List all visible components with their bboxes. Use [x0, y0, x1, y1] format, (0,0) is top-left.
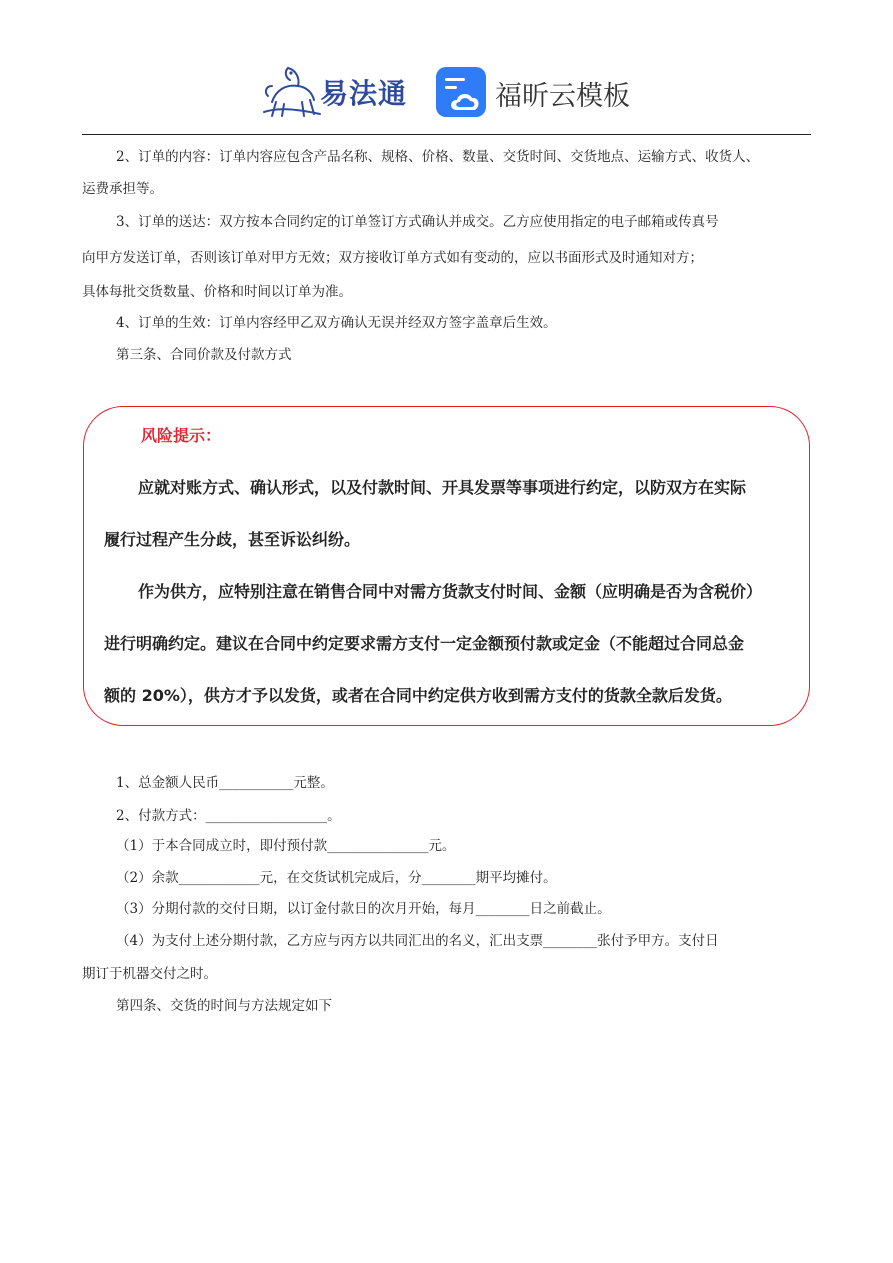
qilin-icon	[262, 62, 322, 120]
foxit-template-logo	[435, 66, 635, 118]
payment-item-1: （1）于本合同成立时，即付预付款_______________元。	[116, 838, 456, 854]
yifatong-logo	[262, 62, 412, 120]
clause-order-content-cont: 运费承担等。	[82, 181, 163, 197]
yifatong-logo-text: 易法通	[320, 77, 408, 110]
risk-notice-line: 履行过程产生分歧，甚至诉讼纠纷。	[104, 530, 361, 549]
clause-order-content: 2、订单的内容：订单内容应包含产品名称、规格、价格、数量、交货时间、交货地点、运输方式、收货人、	[116, 149, 760, 165]
risk-notice-line: 额的 20%），供方才予以发货，或者在合同中约定供方收到需方支付的货款全款后发货。	[104, 686, 732, 705]
clause-order-delivery-cont1: 向甲方发送订单，否则该订单对甲方无效；双方接收订单方式如有变动的，应以书面形式及时通知对方；	[82, 250, 703, 266]
risk-notice-title: 风险提示：	[141, 426, 222, 445]
risk-notice-line: 作为供方，应特别注意在销售合同中对需方货款支付时间、金额（应明确是否为含税价）	[138, 582, 763, 601]
header-divider	[82, 134, 811, 135]
cloud-doc-icon	[435, 66, 487, 118]
foxit-template-logo-text: 福昕云模板	[495, 81, 630, 112]
payment-method: 2、付款方式：__________________。	[116, 808, 341, 824]
payment-item-2: （2）余款____________元，在交货试机完成后，分________期平均摊付。	[116, 870, 557, 886]
payment-total-amount: 1、总金额人民币___________元整。	[116, 775, 334, 791]
article-3-heading: 第三条、合同价款及付款方式	[116, 347, 292, 363]
clause-order-delivery-cont2: 具体每批交货数量、价格和时间以订单为准。	[82, 284, 352, 300]
clause-order-delivery: 3、订单的送达：双方按本合同约定的订单签订方式确认并成交。乙方应使用指定的电子邮箱或传真号	[116, 214, 719, 230]
payment-item-4: （4）为支付上述分期付款，乙方应与丙方以共同汇出的名义，汇出支票________张付予甲方。支付日	[116, 933, 719, 949]
article-4-heading: 第四条、交货的时间与方法规定如下	[116, 998, 332, 1014]
payment-item-4-cont: 期订于机器交付之时。	[82, 966, 217, 982]
risk-notice-box	[83, 406, 810, 726]
clause-order-effect: 4、订单的生效：订单内容经甲乙双方确认无误并经双方签字盖章后生效。	[116, 315, 557, 331]
page-header	[0, 58, 893, 122]
risk-notice-line: 进行明确约定。建议在合同中约定要求需方支付一定金额预付款或定金（不能超过合同总金	[104, 634, 745, 653]
risk-notice-line: 应就对账方式、确认形式，以及付款时间、开具发票等事项进行约定，以防双方在实际	[138, 478, 747, 497]
payment-item-3: （3）分期付款的交付日期，以订金付款日的次月开始，每月________日之前截止。	[116, 901, 611, 917]
